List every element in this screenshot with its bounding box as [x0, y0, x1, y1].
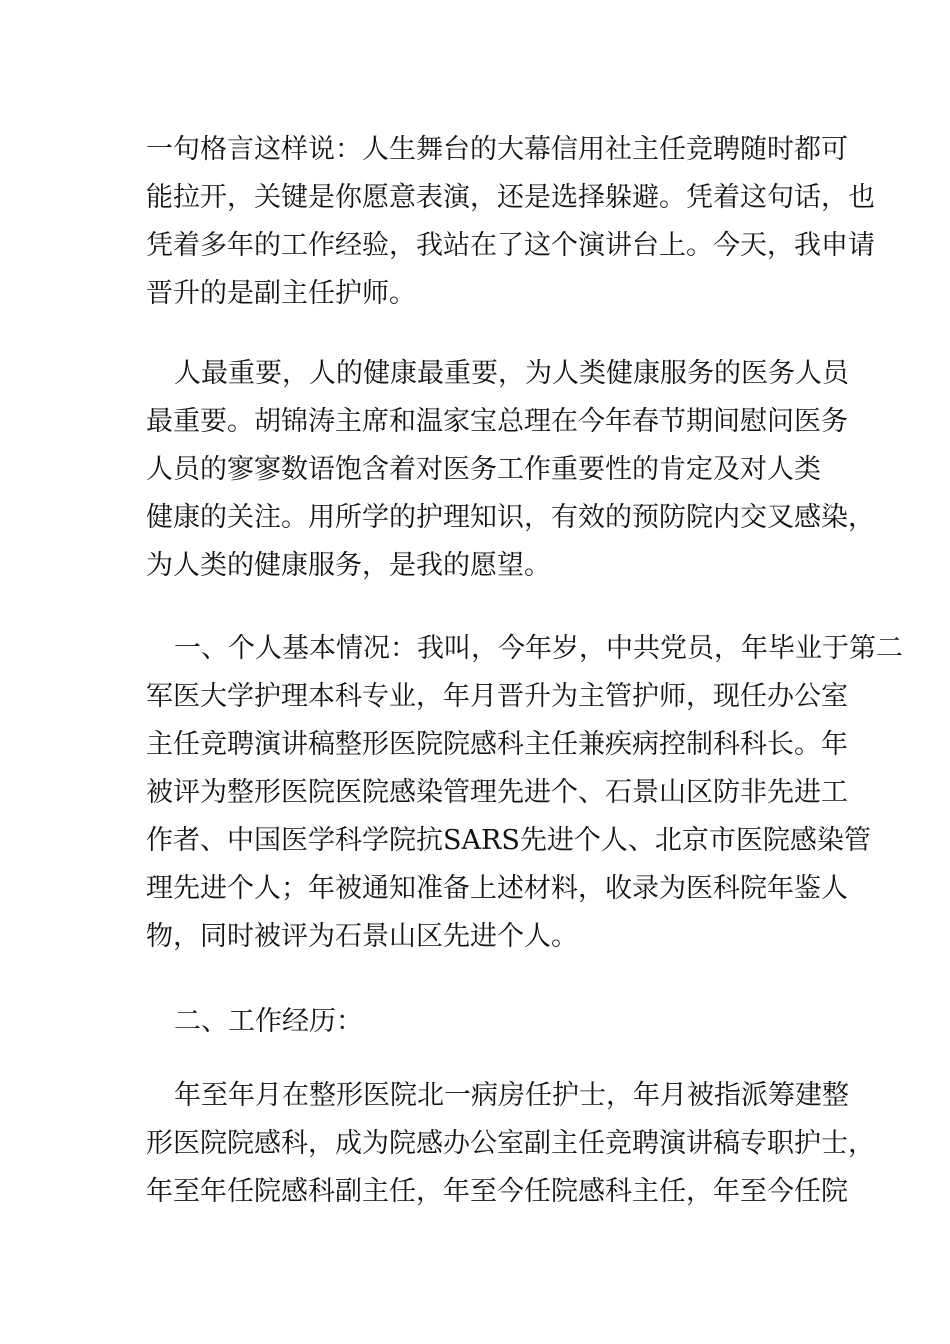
paragraph-line: 能拉开，关键是你愿意表演，还是选择躲避。凭着这句话，也	[146, 182, 875, 213]
paragraph-line: 作者、中国医学科学院抗SARS先进个人、北京市医院感染管	[146, 825, 871, 856]
paragraph-line: 健康的关注。用所学的护理知识，有效的预防院内交叉感染，	[146, 502, 875, 533]
section-heading-work-experience	[146, 998, 816, 1046]
paragraph-line: 一句格言这样说：人生舞台的大幕信用社主任竞聘随时都可	[146, 134, 848, 165]
paragraph-line: 主任竞聘演讲稿整形医院院感科主任兼疾病控制科科长。年	[146, 729, 848, 760]
paragraph-line: 二、工作经历：	[174, 1006, 363, 1037]
paragraph-line: 形医院院感科，成为院感办公室副主任竞聘演讲稿专职护士，	[146, 1128, 875, 1159]
paragraph-line: 年至年任院感科副主任，年至今任院感科主任，年至今任院	[146, 1176, 848, 1207]
paragraph-line: 最重要。胡锦涛主席和温家宝总理在今年春节期间慰问医务	[146, 406, 848, 437]
paragraph-line: 一、个人基本情况：我叫，今年岁，中共党员，年毕业于第二	[174, 633, 903, 664]
paragraph-line: 人最重要，人的健康最重要，为人类健康服务的医务人员	[174, 358, 849, 389]
paragraph-line: 物，同时被评为石景山区先进个人。	[146, 921, 578, 952]
paragraph-line: 被评为整形医院医院感染管理先进个、石景山区防非先进工	[146, 777, 848, 808]
paragraph-line: 晋升的是副主任护师。	[146, 278, 416, 309]
paragraph-line: 军医大学护理本科专业，年月晋升为主管护师，现任办公室	[146, 681, 848, 712]
paragraph-line: 凭着多年的工作经验，我站在了这个演讲台上。今天，我申请	[146, 230, 875, 261]
paragraph-line: 年至年月在整形医院北一病房任护士，年月被指派筹建整	[174, 1080, 849, 1111]
paragraph-line: 为人类的健康服务，是我的愿望。	[146, 550, 551, 581]
paragraph-basic-info	[146, 625, 903, 961]
paragraph-line: 人员的寥寥数语饱含着对医务工作重要性的肯定及对人类	[146, 454, 821, 485]
paragraph-intro	[146, 126, 875, 318]
paragraph-health	[146, 350, 875, 590]
paragraph-work-experience	[146, 1072, 875, 1216]
paragraph-line: 理先进个人；年被通知准备上述材料，收录为医科院年鉴人	[146, 873, 848, 904]
